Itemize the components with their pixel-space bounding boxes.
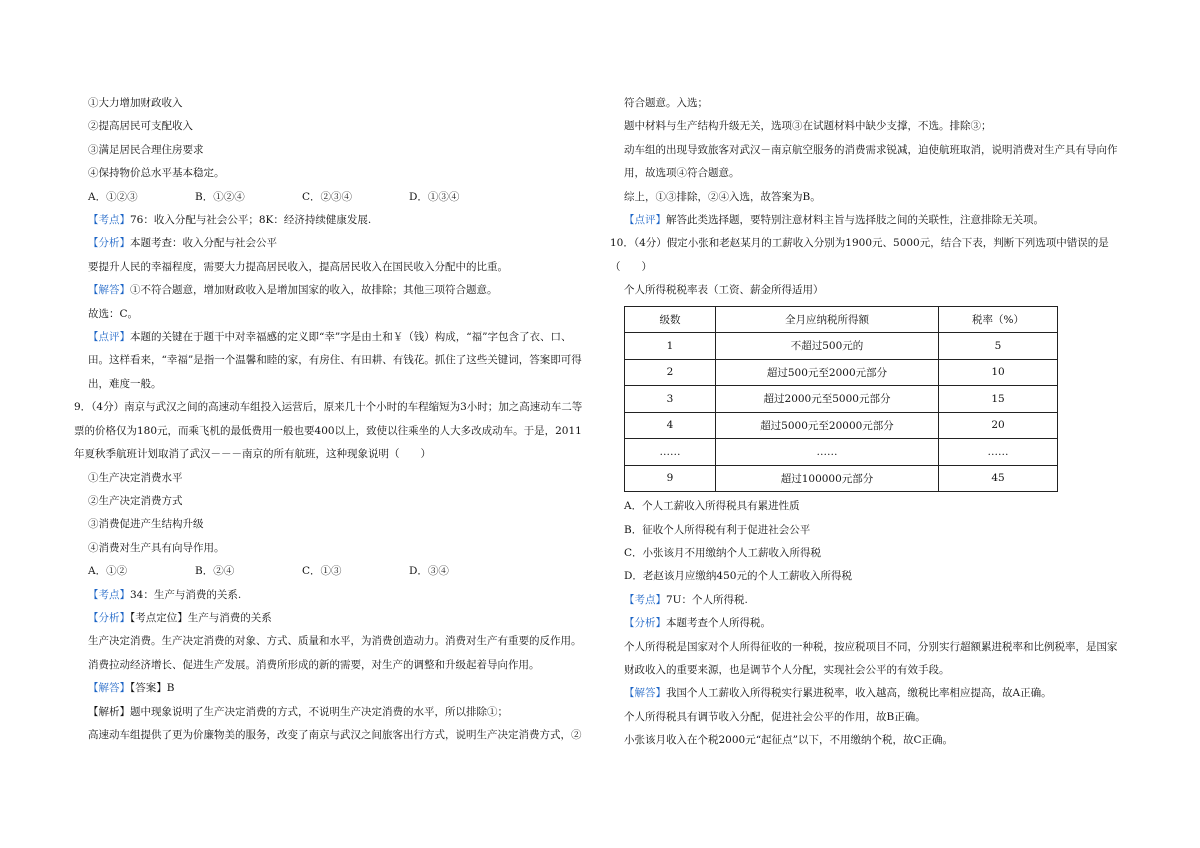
dianping-tag: 【点评】 <box>88 331 130 344</box>
table-row <box>625 465 1058 492</box>
table-header-cell: 全月应纳税所得额 <box>716 306 939 333</box>
table-cell: …… <box>939 439 1058 466</box>
q8-item-3: ③满足居民合理住房要求 <box>88 143 204 156</box>
q9-jiexi: 【解析】题中现象说明了生产决定消费的方式，不说明生产决定消费的水平，所以排除①； <box>88 705 508 718</box>
table-header-cell: 税率（%） <box>939 306 1058 333</box>
q9-stem: 9．（4分）南京与武汉之间的高速动车组投入运营后，原来几十个小时的车程缩短为3小时；加之高速动车二等票的价格仅为180元，而乘飞机的最低费用一般也要400以上，致使以往乘坐的人大多改成动车。于是，2011年夏秋季航班计划取消了武汉－－－南京的所有航班，这种现象说明（ ） <box>74 401 583 461</box>
table-row <box>625 386 1058 413</box>
q9-item-2: ②生产决定消费方式 <box>88 494 183 507</box>
table-cell: 5 <box>939 333 1058 360</box>
q8-options <box>88 186 588 209</box>
kaodian-tag: 【考点】 <box>88 214 130 227</box>
fenxi-tag: 【分析】 <box>88 237 130 250</box>
q8-jieda-text: ①不符合题意，增加财政收入是增加国家的收入，故排除；其他三项符合题意。 <box>130 284 498 297</box>
table-cell: 超过2000元至5000元部分 <box>716 386 939 413</box>
kaodian-tag: 【考点】 <box>88 588 130 601</box>
jieda-tag: 【解答】 <box>88 682 130 695</box>
q10-option-c: C．小张该月不用缴纳个人工薪收入所得税 <box>624 546 822 559</box>
q9-kaodian <box>88 584 588 607</box>
right-column <box>610 92 1124 753</box>
q9-fenxi-text-2: 生产决定消费。生产决定消费的对象、方式、质量和水平，为消费创造动力。消费对生产有重要的反作用。 <box>88 635 582 648</box>
kaodian-tag: 【考点】 <box>624 593 666 606</box>
q8-fenxi-text: 本题考查：收入分配与社会公平 <box>130 237 277 250</box>
table-cell: 4 <box>625 412 716 439</box>
q9-fenxi-text: 【考点定位】生产与消费的关系 <box>130 611 272 624</box>
q9-kaodian-text: 34：生产与消费的关系. <box>130 588 242 601</box>
q8-dianping-text: 本题的关键在于题干中对幸福感的定义即“幸”字是由土和￥（钱）构成，“福”字包含了衣、口、田。这样看来，“幸福”是指一个温馨和睦的家，有房住、有田耕、有钱花。抓住了这些关键词，答案即可得出，难度一般。 <box>88 331 582 390</box>
table-cell: 9 <box>625 465 716 492</box>
q8-dianping <box>88 326 588 396</box>
q10-option-a: A．个人工薪收入所得税具有累进性质 <box>624 500 800 513</box>
fenxi-tag: 【分析】 <box>624 617 666 630</box>
q8-option-d: D．①③④ <box>409 190 460 203</box>
table-row <box>625 412 1058 439</box>
q9-jiexi-2: 高速动车组提供了更为价廉物美的服务，改变了南京与武汉之间旅客出行方式，说明生产决定消费方式，② <box>88 728 582 741</box>
tax-rate-table <box>624 306 1058 493</box>
q10-option-b: B．征收个人所得税有利于促进社会公平 <box>624 523 811 536</box>
q9-item-3: ③消费促进产生结构升级 <box>88 518 204 531</box>
q9-item-1: ①生产决定消费水平 <box>88 471 183 484</box>
table-cell: 不超过500元的 <box>716 333 939 360</box>
q9-option-d: D．③④ <box>409 565 449 578</box>
q10-fenxi-text-2: 个人所得税是国家对个人所得征收的一种税，按应税项目不同，分别实行超额累进税率和比例税率，是国家财政收入的重要来源，也是调节个人分配，实现社会公平的有效手段。 <box>624 640 1118 676</box>
table-cell: 15 <box>939 386 1058 413</box>
q10-fenxi-text: 本题考查个人所得税。 <box>666 617 771 630</box>
table-row <box>625 359 1058 386</box>
q10-jieda <box>624 682 1124 705</box>
q9-dianping <box>624 209 1124 232</box>
jieda-tag: 【解答】 <box>624 687 666 700</box>
table-cell: 2 <box>625 359 716 386</box>
jieda-tag: 【解答】 <box>88 284 130 297</box>
q10-option-d: D．老赵该月应缴纳450元的个人工薪收入所得税 <box>624 570 852 583</box>
q8-option-b: B．①②④ <box>195 190 245 203</box>
table-cell: 超过5000元至20000元部分 <box>716 412 939 439</box>
q9-item-4: ④消费对生产具有向导作用。 <box>88 541 225 554</box>
table-header-row <box>625 306 1058 333</box>
table-row <box>625 439 1058 466</box>
q10-kaodian-text: 7U：个人所得税. <box>666 593 748 606</box>
table-cell: …… <box>716 439 939 466</box>
q8-fenxi <box>88 232 588 255</box>
table-cell: 超过100000元部分 <box>716 465 939 492</box>
table-title: 个人所得税税率表（工资、薪金所得适用） <box>624 284 824 297</box>
q8-item-2: ②提高居民可支配收入 <box>88 120 193 133</box>
table-cell: 20 <box>939 412 1058 439</box>
q8-fenxi-text-2: 要提升人民的幸福程度，需要大力提高居民收入，提高居民收入在国民收入分配中的比重。 <box>88 260 508 273</box>
q9-cont-1: 符合题意。入选； <box>624 97 708 109</box>
fenxi-tag: 【分析】 <box>88 611 130 624</box>
table-cell: 3 <box>625 386 716 413</box>
q8-item-1: ①大力增加财政收入 <box>88 97 183 109</box>
q9-cont-4: 综上，①③排除，②④入选，故答案为B。 <box>624 190 821 203</box>
q10-kaodian <box>624 589 1124 612</box>
q9-cont-3: 动车组的出现导致旅客对武汉－南京航空服务的消费需求锐减，迫使航班取消，说明消费对生产具有导向作用，故选项④符合题意。 <box>624 143 1118 180</box>
q9-fenxi <box>88 607 588 630</box>
q10-jieda-3: 小张该月收入在个税2000元“起征点”以下，不用缴纳个税，故C正确。 <box>624 734 953 747</box>
q10-jieda-2: 个人所得税具有调节收入分配，促进社会公平的作用，故B正确。 <box>624 710 926 723</box>
dianping-tag: 【点评】 <box>624 214 666 227</box>
table-cell: …… <box>625 439 716 466</box>
q9-cont-2: 题中材料与生产结构升级无关，选项③在试题材料中缺少支撑，不选。排除③； <box>624 120 992 133</box>
q10-fenxi <box>624 612 1124 635</box>
q8-item-4: ④保持物价总水平基本稳定。 <box>88 167 225 180</box>
q10-jieda-text: 我国个人工薪收入所得税实行累进税率，收入越高，缴税比率相应提高，故A正确。 <box>666 687 1052 700</box>
q9-option-a: A．①② <box>88 565 128 578</box>
table-cell: 45 <box>939 465 1058 492</box>
q9-options <box>88 560 588 583</box>
left-column <box>74 92 588 747</box>
table-cell: 超过500元至2000元部分 <box>716 359 939 386</box>
q8-option-c: C．②③④ <box>302 190 353 203</box>
q9-option-b: B．②④ <box>195 565 235 578</box>
q9-option-c: C．①③ <box>302 565 342 578</box>
q8-option-a: A．①②③ <box>88 190 138 203</box>
q9-fenxi-text-3: 消费拉动经济增长、促进生产发展。消费所形成的新的需要，对生产的调整和升级起着导向作用。 <box>88 658 540 671</box>
q9-jieda-text: 【答案】B <box>130 682 175 695</box>
q8-kaodian <box>88 209 588 232</box>
q10-stem: 10．（4分）假定小张和老赵某月的工薪收入分别为1900元、5000元，结合下表，判断下列选项中错误的是（ ） <box>610 237 1109 273</box>
q8-kaodian-text: 76：收入分配与社会公平；8K：经济持续健康发展. <box>130 214 372 227</box>
table-row <box>625 333 1058 360</box>
table-cell: 10 <box>939 359 1058 386</box>
q8-jieda <box>88 279 588 302</box>
q9-dianping-text: 解答此类选择题，要特别注意材料主旨与选择肢之间的关联性，注意排除无关项。 <box>666 214 1044 227</box>
q8-answer: 故选：C。 <box>88 307 139 320</box>
q9-jieda <box>88 677 588 700</box>
table-cell: 1 <box>625 333 716 360</box>
table-header-cell: 级数 <box>625 306 716 333</box>
